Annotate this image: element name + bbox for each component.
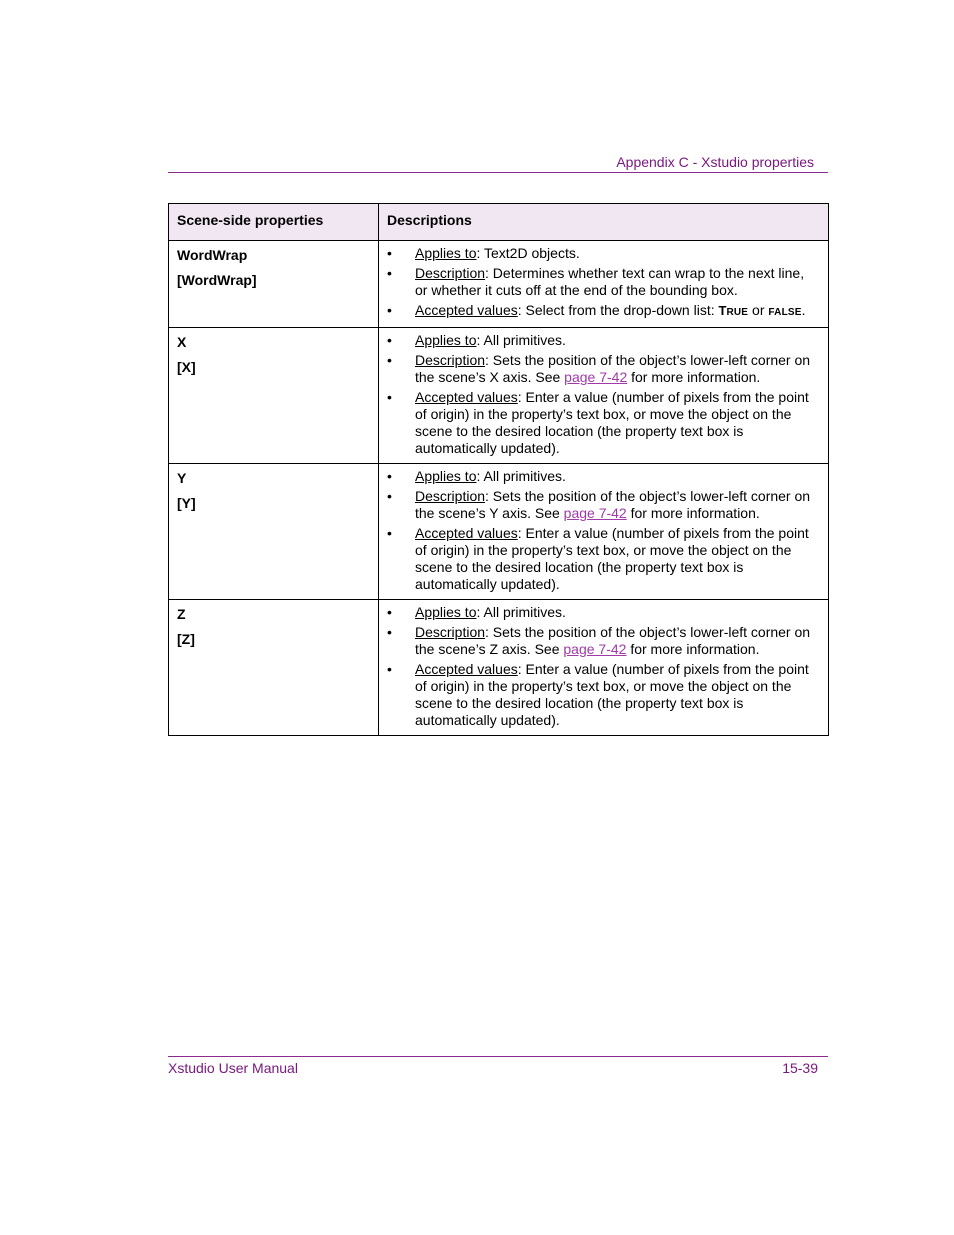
accepted-text: : Enter a value (number of pixels from the point of origin) in the property’s text box, or move the object on the scene to the desired location (the property text box is automatically updated). [415,525,809,592]
description-term: Description [415,488,486,504]
description-text: : Determines whether text can wrap to the next line, or whether it cuts off at the end of the bounding box. [415,265,805,298]
description-cell [379,241,829,328]
description-after: for more information. [626,641,760,657]
property-name: Y [177,470,187,486]
description-list [387,245,820,321]
description-term: Description [415,265,486,281]
list-item [387,389,820,457]
list-item [387,468,820,485]
bullet-icon: • [387,332,392,348]
table-row [169,328,829,464]
accepted-text: : Select from the drop-down list: [517,302,719,318]
list-item [387,332,820,349]
page-link[interactable]: page 7-42 [563,505,627,521]
page-link[interactable]: page 7-42 [563,641,627,657]
list-item [387,302,820,321]
applies-text: : Text2D objects. [476,245,580,261]
table-row [169,600,829,736]
list-item [387,604,820,621]
accepted-text: : Enter a value (number of pixels from the point of origin) in the property’s text box, or move the object on the scene to the desired location (the property text box is automatically updated). [415,661,809,728]
property-name: Z [177,606,186,622]
header-rule [168,172,828,173]
bullet-icon: • [387,265,392,281]
description-list [387,604,820,729]
table-header-row [169,204,829,241]
description-text: : Sets the position of the object’s lower-left corner on the scene’s Y axis. See [415,488,811,521]
description-cell [379,464,829,600]
property-alias: [X] [177,359,196,375]
column-header-descriptions: Descriptions [379,204,829,241]
property-name: WordWrap [177,247,248,263]
property-cell [169,328,379,464]
accepted-term: Accepted values [415,389,518,405]
applies-text: : All primitives. [476,468,566,484]
footer-rule [168,1056,828,1057]
property-alias: [Z] [177,631,195,647]
description-text: : Sets the position of the object’s lower-left corner on the scene’s Z axis. See [415,624,811,657]
true-value-initial: T [718,303,727,318]
list-item [387,661,820,729]
bullet-icon: • [387,302,392,318]
property-cell [169,600,379,736]
bullet-icon: • [387,488,392,504]
footer-manual-title: Xstudio User Manual [168,1060,298,1076]
applies-text: : All primitives. [476,332,566,348]
property-alias: [WordWrap] [177,272,257,288]
bullet-icon: • [387,352,392,368]
property-alias: [Y] [177,495,196,511]
accepted-term: Accepted values [415,302,518,318]
description-cell [379,328,829,464]
footer-page-number: 15-39 [782,1060,818,1076]
end-text: . [801,302,806,318]
bullet-icon: • [387,245,392,261]
bullet-icon: • [387,389,392,405]
property-cell [169,464,379,600]
accepted-term: Accepted values [415,525,518,541]
list-item [387,624,820,658]
description-after: for more information. [626,505,760,521]
description-term: Description [415,352,486,368]
table-row [169,241,829,328]
list-item [387,488,820,522]
applies-term: Applies to [415,245,477,261]
list-item [387,265,820,299]
list-item [387,352,820,386]
description-list [387,468,820,593]
property-name: X [177,334,187,350]
column-header-properties: Scene-side properties [169,204,379,241]
property-cell [169,241,379,328]
page-link[interactable]: page 7-42 [564,369,628,385]
true-value-rest: RUE [726,307,749,318]
table-row [169,464,829,600]
list-item [387,525,820,593]
bullet-icon: • [387,525,392,541]
description-after: for more information. [627,369,761,385]
bullet-icon: • [387,604,392,620]
applies-term: Applies to [415,332,477,348]
or-text: or [748,302,769,318]
bullet-icon: • [387,468,392,484]
description-text: : Sets the position of the object’s lower-left corner on the scene’s X axis. See [415,352,811,385]
applies-term: Applies to [415,604,477,620]
description-term: Description [415,624,486,640]
properties-table [168,203,829,736]
accepted-text: : Enter a value (number of pixels from the point of origin) in the property’s text box, or move the object on the scene to the desired location (the property text box is automatically updated). [415,389,809,456]
false-value: FALSE [768,307,802,318]
accepted-term: Accepted values [415,661,518,677]
list-item [387,245,820,262]
applies-text: : All primitives. [476,604,566,620]
bullet-icon: • [387,624,392,640]
description-list [387,332,820,457]
bullet-icon: • [387,661,392,677]
running-header-title: Appendix C - Xstudio properties [616,154,814,170]
applies-term: Applies to [415,468,477,484]
description-cell [379,600,829,736]
